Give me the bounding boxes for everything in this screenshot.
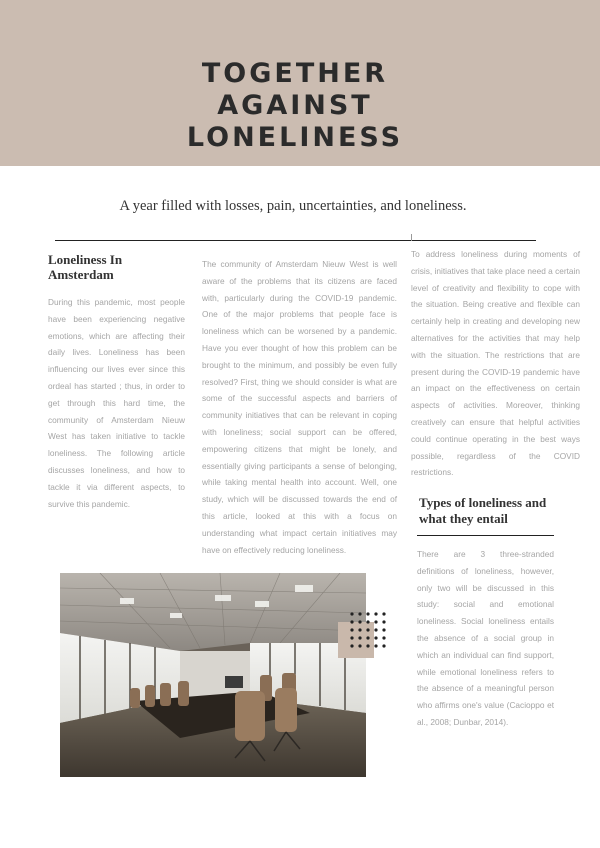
crisis-paragraph: To address loneliness during moments of crisis, initiatives that take place need a certain level of creativity and flexibility to cope with the situation. Being creative and flexible can certainly help in creating and developing new alternatives for the activities that may help with the situation. The restrictions that are present during the COVID-19 pandemic have an impact on the effectiveness on certain aspects of activities. Moreover, thinking creatively can ensure that helpful activities could continue operating in the best ways possible, regardless of the COVID restrictions. xyxy=(411,249,580,478)
section-heading-types xyxy=(419,495,569,527)
community-paragraph: The community of Amsterdam Nieuw West is well aware of the problems that its citizens are faced with, particularly during the COVID-19 pandemic. One of the major problems that people face is loneliness which can be worsened by a pandemic. Have you ever thought of how this problem can be brought to the minimum, and possibly be even fully resolved? First, thing we should consider is what are some of the successful aspects and barriers of community initiatives that can be relevant in coping with loneliness; social support can be offered, empowering citizens that might be lonely, and essentially giving participants a sense of belonging, while taking mental health into account. Well, one study, which will be discussed towards the end of this article, looked at this with a focus on understanding what impact certain initiatives may have on effectively reducing loneliness. xyxy=(202,259,397,555)
title-line: LONELINESS xyxy=(186,122,404,153)
heading-underline xyxy=(417,535,554,536)
dot-grid-icon xyxy=(338,608,388,658)
page-title xyxy=(0,58,590,154)
heading-line: Loneliness In xyxy=(48,252,123,267)
intro-paragraph: During this pandemic, most people have been experiencing negative emotions, which are affecting their daily lives. Loneliness has been influencing our lives ever since this ordeal has started ; thus, in order to get through this hard time, the community of Amsterdam Nieuw West has taken initiative to tackle loneliness. The following article discusses loneliness, and how to tackle it via different aspects, to survive this pandemic. xyxy=(48,297,185,509)
heading-line: what they entail xyxy=(419,511,508,526)
subtitle: A year filled with losses, pain, uncertainties, and loneliness. xyxy=(119,198,467,214)
title-line: AGAINST xyxy=(217,90,373,121)
divider-tick xyxy=(411,234,412,241)
conference-room-photo xyxy=(60,573,366,777)
dot-grid-decoration xyxy=(338,608,388,658)
divider-line xyxy=(55,240,536,241)
heading-line: Types of loneliness and xyxy=(419,495,547,510)
conference-room-illustration xyxy=(60,573,366,777)
section-heading-amsterdam xyxy=(48,252,198,282)
title-line: TOGETHER xyxy=(201,58,389,89)
heading-line: Amsterdam xyxy=(48,267,114,282)
types-paragraph: There are 3 three-stranded definitions of loneliness, however, only two will be discussed in this study: social and emotional loneliness. Social loneliness entails the absence of a social group in which an individual can find support, while emotional loneliness refers to the absence of a meaningful person who affirms one's value (Cacioppo et al., 2008; Dunbar, 2014). xyxy=(417,549,554,727)
